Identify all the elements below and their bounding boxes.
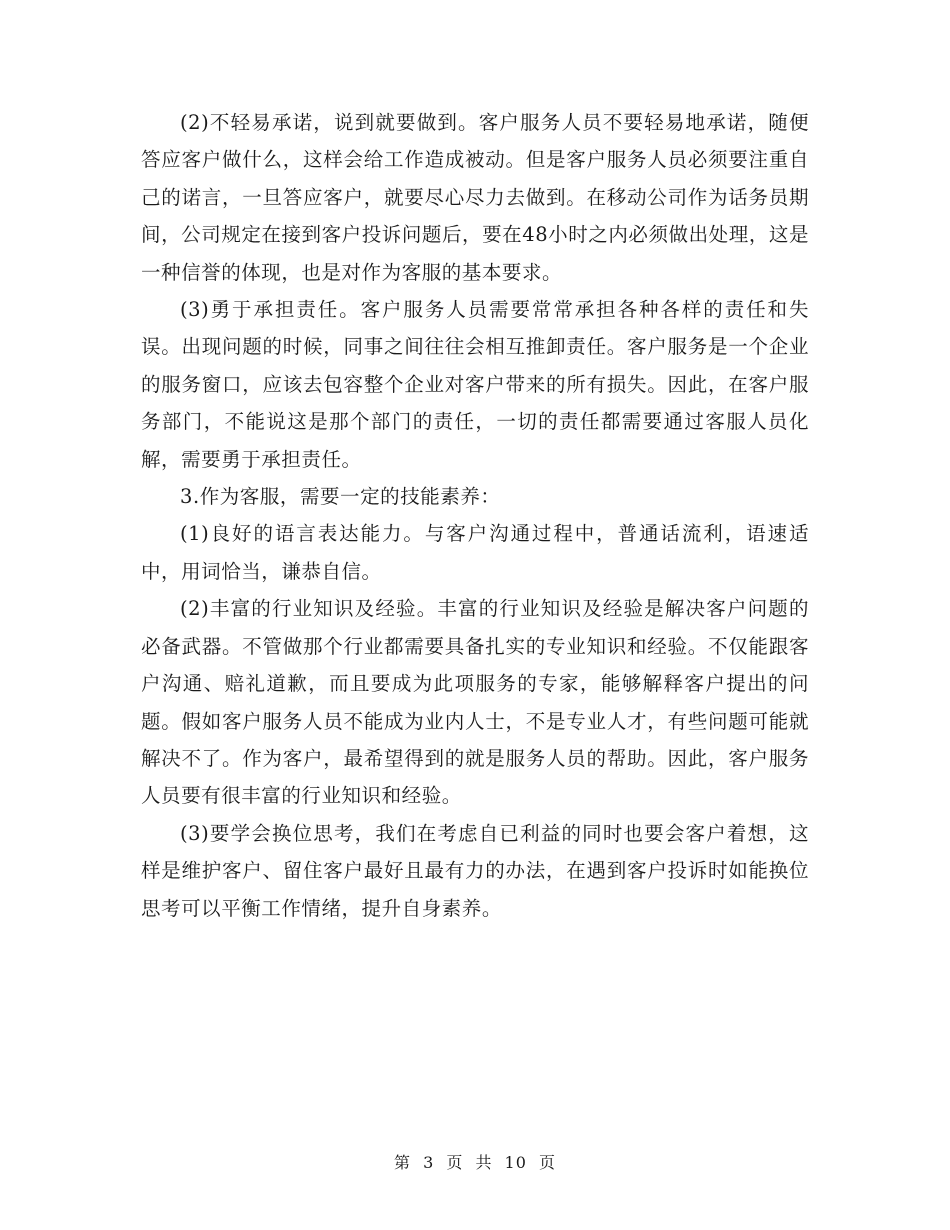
paragraph-language-ability: (1)良好的语言表达能力。与客户沟通过程中，普通话流利，语速适中，用词恰当，谦恭自信。 <box>141 522 809 583</box>
paragraph-industry-knowledge: (2)丰富的行业知识及经验。丰富的行业知识及经验是解决客户问题的必备武器。不管做那个行业都需要具备扎实的专业知识和经验。不仅能跟客户沟通、赔礼道歉，而且要成为此项服务的专家，能够解释客户提出的问题。假如客户服务人员不能成为业内人士，不是专业人才，有些问题可能就解决不了。作为客户，最希望得到的就是服务人员的帮助。因此，客户服务人员要有很丰富的行业知识和经验。 <box>141 597 809 808</box>
page-number-footer: 第 3 页 共 10 页 <box>394 1153 556 1172</box>
paragraph-commitment: (2)不轻易承诺，说到就要做到。客户服务人员不要轻易地承诺，随便答应客户做什么，这样会给工作造成被动。但是客户服务人员必须要注重自己的诺言，一旦答应客户，就要尽心尽力去做到。在移动公司作为话务员期间，公司规定在接到客户投诉问题后，要在48小时之内必须做出处理，这是一种信誉的体现，也是对作为客服的基本要求。 <box>141 111 809 284</box>
section-heading-skills: 3.作为客服，需要一定的技能素养： <box>180 485 501 509</box>
paragraph-empathy: (3)要学会换位思考，我们在考虑自已利益的同时也要会客户着想，这样是维护客户、留住客户最好且最有力的办法，在遇到客户投诉时如能换位思考可以平衡工作情绪，提升自身素养。 <box>141 821 809 920</box>
paragraph-responsibility: (3)勇于承担责任。客户服务人员需要常常承担各种各样的责任和失误。出现问题的时候，同事之间往往会相互推卸责任。客户服务是一个企业的服务窗口，应该去包容整个企业对客户带来的所有损失。因此，在客户服务部门，不能说这是那个部门的责任，一切的责任都需要通过客服人员化解，需要勇于承担责任。 <box>141 298 809 471</box>
document-body <box>141 104 809 927</box>
